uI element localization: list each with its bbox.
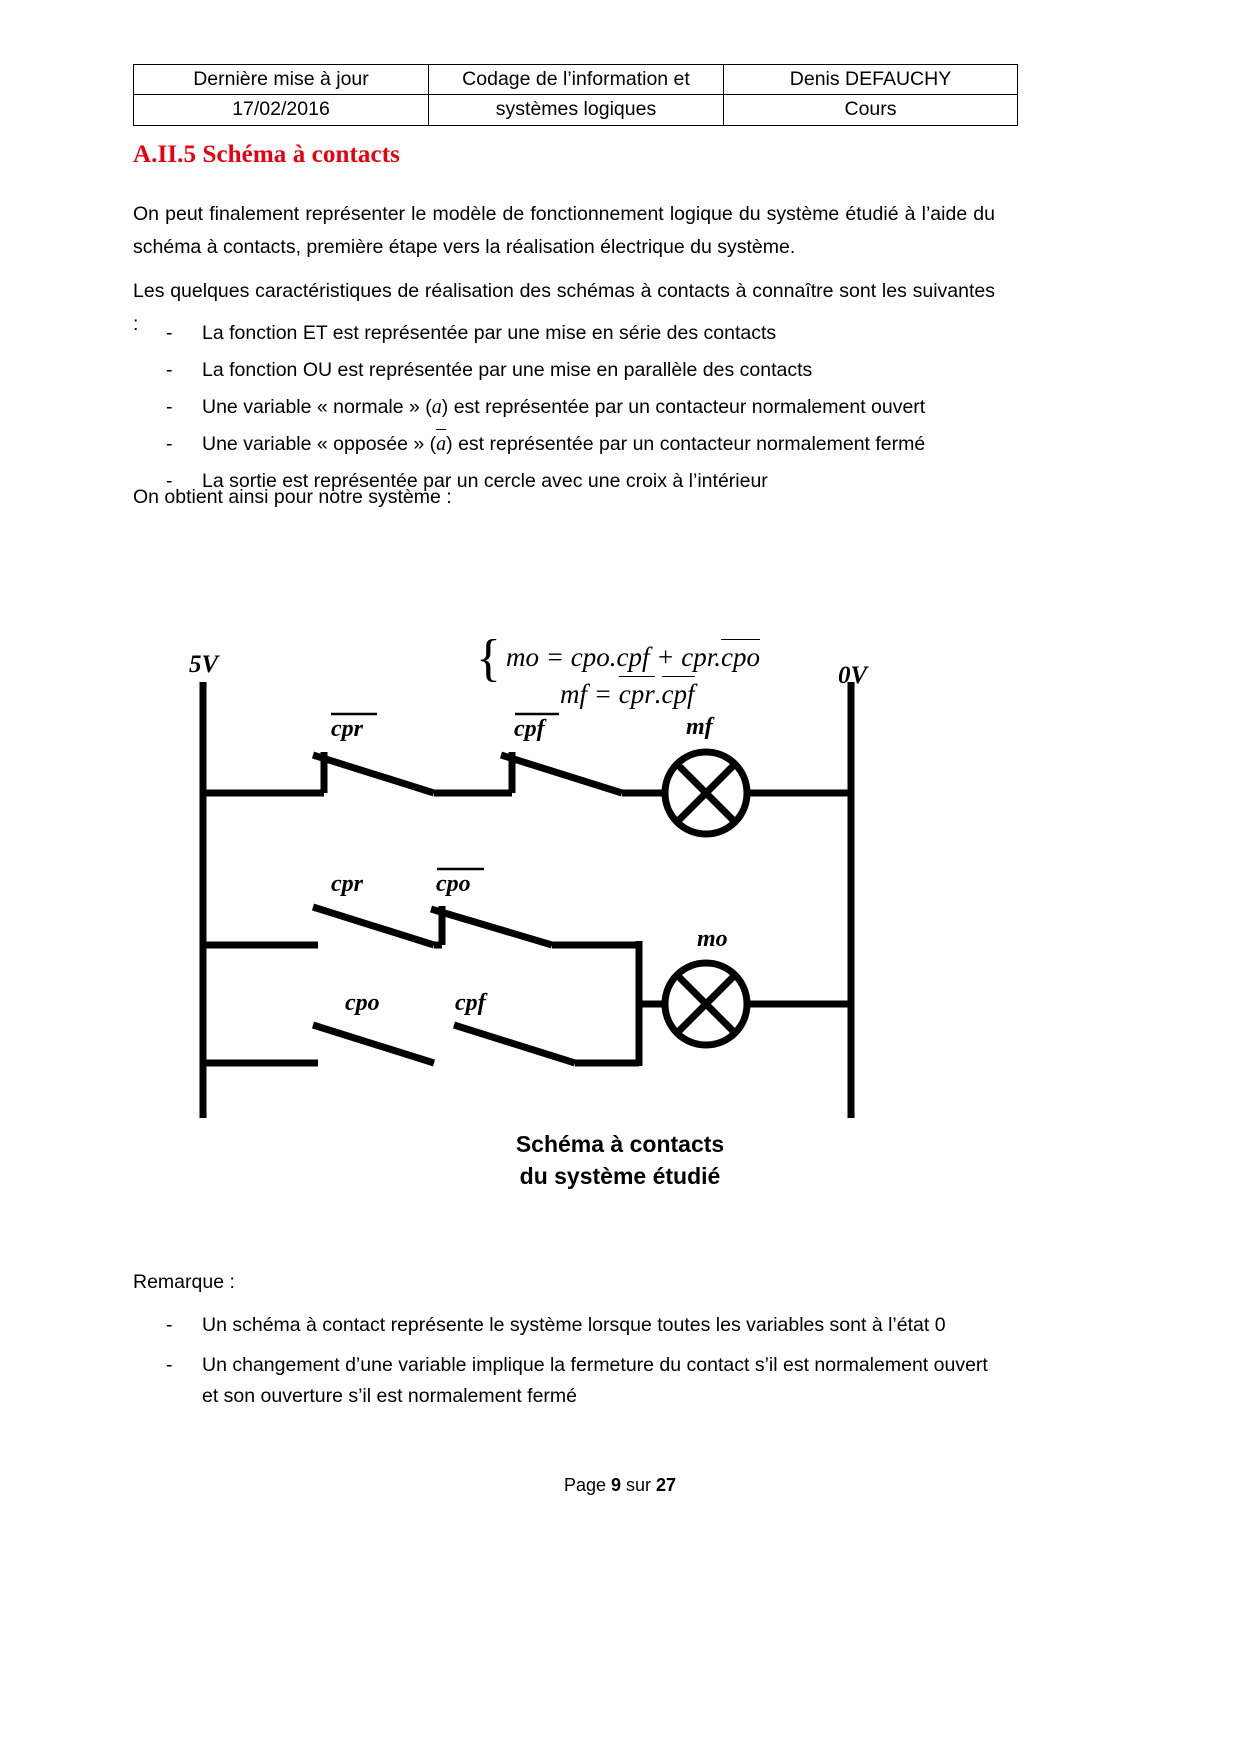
bullet-dash: -	[166, 1314, 173, 1336]
footer-middle: sur	[621, 1475, 657, 1495]
bullet-text: La fonction OU est représentée par une mise en parallèle des contacts	[202, 359, 813, 381]
contact-cpo-blade	[313, 1025, 434, 1063]
eq-term-2: cpr.	[681, 642, 721, 672]
eq-dot: .	[654, 679, 662, 709]
contact-cpf-bar-blade	[501, 755, 622, 793]
footer-prefix: Page	[563, 1475, 611, 1495]
page-footer	[0, 1475, 1240, 1496]
output-label-mf: mf	[686, 714, 713, 740]
characteristics-list	[166, 318, 996, 503]
variable-a: a	[431, 396, 442, 418]
eq-term-cpr-overline: cpr	[619, 675, 655, 712]
intro-paragraph: On peut finalement représenter le modèle de fonctionnement logique du système étudié à l’aide du schéma à contacts, première étape vers la réalisation électrique du système.	[133, 203, 995, 258]
list-item	[166, 318, 996, 349]
bullet-text: Un schéma à contact représente le système lorsque toutes les variables sont à l’état 0	[202, 1314, 946, 1336]
bullet-text-post: ) est représentée par un contacteur normalement fermé	[446, 433, 926, 455]
list-item	[166, 1350, 996, 1412]
contact-label-cpf-bar: cpf	[514, 716, 545, 742]
footer-page-number: 9	[610, 1475, 621, 1495]
list-item	[166, 392, 996, 423]
page-title: A.II.5 Schéma à contacts	[133, 141, 400, 168]
ladder-diagram	[0, 640, 1240, 1200]
bullet-text: La fonction ET est représentée par une mise en série des contacts	[202, 322, 777, 344]
header-author: Denis DEFAUCHY	[724, 65, 1018, 95]
list-item	[166, 1310, 996, 1341]
bullet-text	[202, 392, 996, 423]
rail-label-0v: 0V	[838, 662, 868, 689]
header-last-update-date: 17/02/2016	[134, 95, 429, 125]
output-label-mo: mo	[697, 926, 728, 952]
output-lamp-mf	[665, 752, 747, 834]
document-header-table	[133, 64, 1018, 126]
remark-heading: Remarque :	[133, 1271, 235, 1293]
contact-cpf-blade	[454, 1025, 575, 1063]
eq-equals: =	[545, 642, 565, 672]
bullet-text-pre: Une variable « opposée » (	[202, 433, 437, 455]
eq-term-2-overline: cpo	[721, 638, 760, 675]
characteristics-lead-in: Les quelques caractéristiques de réalisation des schémas à contacts à connaître sont les suivantes :	[133, 280, 995, 335]
bullet-text: La sortie est représentée par un cercle avec une croix à l’intérieur	[202, 470, 768, 492]
eq-lhs: mf	[560, 679, 588, 709]
contact-label-cpf: cpf	[455, 990, 486, 1016]
bullet-dash: -	[166, 396, 173, 418]
contact-label-cpr-bar: cpr	[331, 716, 363, 742]
eq-term-cpf-overline: cpf	[662, 675, 695, 712]
bullet-dash: -	[166, 322, 173, 344]
header-doc-type: Cours	[724, 95, 1018, 125]
rail-label-5v: 5V	[189, 651, 219, 678]
footer-total-pages: 27	[656, 1475, 677, 1495]
header-last-update-label: Dernière mise à jour	[134, 65, 429, 95]
bullet-text-post: ) est représentée par un contacteur normalement ouvert	[441, 396, 926, 418]
contact-cpr-bar-blade	[313, 755, 434, 793]
header-row-1	[134, 65, 1018, 95]
diagram-caption-line2: du système étudié	[519, 1163, 721, 1189]
eq-term-1: cpo.cpf	[570, 642, 650, 672]
header-row-2	[134, 95, 1018, 125]
contact-cpo-bar-blade	[431, 909, 552, 945]
bullet-text: Un changement d’une variable implique la fermeture du contact s’il est normalement ouvert et son ouverture s’il est normalement fermé	[202, 1354, 988, 1407]
result-lead-in: On obtient ainsi pour notre système :	[133, 486, 452, 508]
contact-label-cpo: cpo	[345, 990, 380, 1016]
eq-equals: =	[593, 679, 613, 709]
variable-a-overline: a	[436, 429, 446, 460]
curly-brace-icon: {	[476, 630, 501, 687]
bullet-dash: -	[166, 470, 173, 492]
bullet-text	[202, 429, 996, 460]
list-item	[166, 355, 996, 386]
contact-label-cpo-bar: cpo	[436, 871, 471, 897]
eq-plus: +	[656, 642, 675, 672]
contact-label-cpr: cpr	[331, 871, 363, 897]
bullet-dash: -	[166, 1354, 173, 1376]
diagram-caption-line1: Schéma à contacts	[515, 1131, 725, 1157]
header-course-title-line2: systèmes logiques	[429, 95, 724, 125]
remark-list	[166, 1310, 996, 1421]
list-item	[166, 429, 996, 460]
bullet-dash: -	[166, 433, 173, 455]
diagram-caption	[0, 1128, 1240, 1192]
bullet-dash: -	[166, 359, 173, 381]
output-lamp-mo	[665, 963, 747, 1045]
header-course-title-line1: Codage de l’information et	[429, 65, 724, 95]
bullet-text-pre: Une variable « normale » (	[202, 396, 432, 418]
eq-lhs: mo	[506, 642, 540, 672]
contact-cpr-blade	[313, 907, 434, 945]
